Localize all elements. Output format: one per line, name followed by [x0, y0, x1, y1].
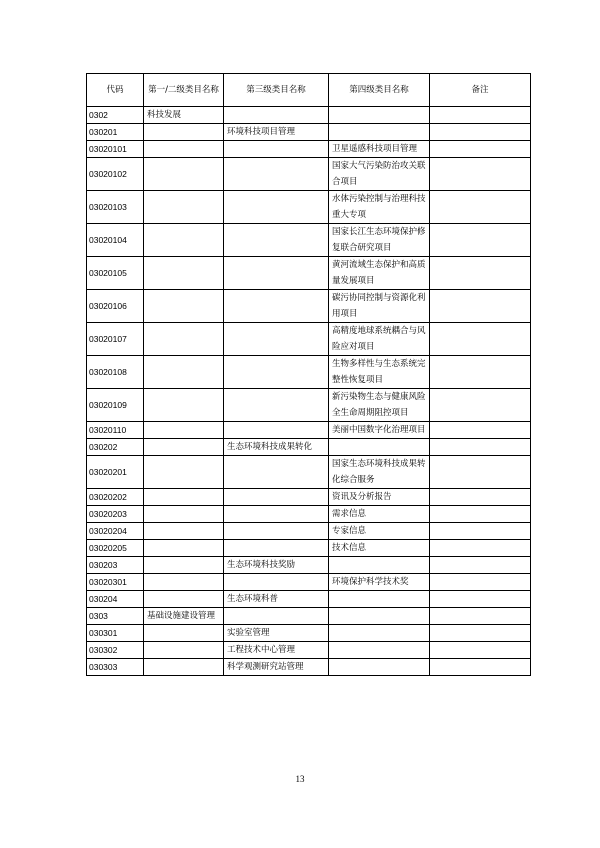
table-row: [87, 659, 531, 676]
cell-level-1-2-name: [144, 456, 224, 489]
cell-level-1-2-name: [144, 506, 224, 523]
table-row: [87, 389, 531, 422]
cell-level-1-2-name: [144, 489, 224, 506]
cell-level-3-name: 生态环境科普: [224, 591, 329, 608]
cell-remarks: [430, 323, 531, 356]
cell-level-1-2-name: [144, 257, 224, 290]
cell-level-1-2-name: [144, 642, 224, 659]
cell-level-3-name: [224, 356, 329, 389]
cell-level-4-name: 国家生态环境科技成果转化综合服务: [329, 456, 430, 489]
cell-remarks: [430, 224, 531, 257]
cell-code: 03020110: [87, 422, 144, 439]
cell-level-4-name: [329, 608, 430, 625]
cell-level-4-name: 技术信息: [329, 540, 430, 557]
cell-level-1-2-name: [144, 124, 224, 141]
cell-level-3-name: [224, 224, 329, 257]
cell-code: 030203: [87, 557, 144, 574]
cell-level-1-2-name: [144, 523, 224, 540]
table-row: [87, 506, 531, 523]
cell-code: 03020109: [87, 389, 144, 422]
cell-remarks: [430, 608, 531, 625]
catalog-body: [87, 107, 531, 676]
cell-level-1-2-name: [144, 141, 224, 158]
cell-level-3-name: [224, 523, 329, 540]
cell-level-4-name: [329, 591, 430, 608]
cell-level-3-name: 实验室管理: [224, 625, 329, 642]
cell-level-1-2-name: [144, 540, 224, 557]
cell-level-3-name: [224, 422, 329, 439]
cell-level-3-name: 生态环境科技奖励: [224, 557, 329, 574]
cell-code: 030301: [87, 625, 144, 642]
cell-level-3-name: 科学观测研究站管理: [224, 659, 329, 676]
cell-level-3-name: 生态环境科技成果转化: [224, 439, 329, 456]
cell-remarks: [430, 506, 531, 523]
cell-level-4-name: [329, 124, 430, 141]
table-row: [87, 124, 531, 141]
table-row: [87, 290, 531, 323]
header-level-4-name: 第四级类目名称: [329, 74, 430, 107]
cell-remarks: [430, 141, 531, 158]
cell-level-4-name: 需求信息: [329, 506, 430, 523]
cell-level-3-name: [224, 540, 329, 557]
cell-level-4-name: 资讯及分析报告: [329, 489, 430, 506]
table-row: [87, 489, 531, 506]
cell-level-1-2-name: [144, 659, 224, 676]
cell-level-1-2-name: [144, 574, 224, 591]
table-row: [87, 456, 531, 489]
cell-code: 0302: [87, 107, 144, 124]
cell-remarks: [430, 489, 531, 506]
cell-level-4-name: [329, 107, 430, 124]
cell-level-3-name: [224, 489, 329, 506]
table-row: [87, 323, 531, 356]
cell-code: 030302: [87, 642, 144, 659]
cell-level-1-2-name: [144, 191, 224, 224]
cell-remarks: [430, 659, 531, 676]
cell-code: 03020105: [87, 257, 144, 290]
cell-level-1-2-name: [144, 439, 224, 456]
cell-level-4-name: [329, 557, 430, 574]
cell-remarks: [430, 107, 531, 124]
cell-level-1-2-name: [144, 591, 224, 608]
header-level-3-name: 第三级类目名称: [224, 74, 329, 107]
table-row: [87, 625, 531, 642]
cell-remarks: [430, 557, 531, 574]
cell-code: 030303: [87, 659, 144, 676]
cell-level-1-2-name: [144, 422, 224, 439]
cell-level-4-name: 碳污协同控制与资源化利用项目: [329, 290, 430, 323]
cell-level-1-2-name: [144, 323, 224, 356]
cell-level-4-name: 专家信息: [329, 523, 430, 540]
cell-level-1-2-name: [144, 158, 224, 191]
cell-level-4-name: 国家大气污染防治攻关联合项目: [329, 158, 430, 191]
cell-code: 03020108: [87, 356, 144, 389]
cell-code: 03020104: [87, 224, 144, 257]
cell-level-4-name: 水体污染控制与治理科技重大专项: [329, 191, 430, 224]
cell-remarks: [430, 191, 531, 224]
cell-level-1-2-name: [144, 356, 224, 389]
cell-remarks: [430, 574, 531, 591]
cell-remarks: [430, 290, 531, 323]
cell-code: 03020205: [87, 540, 144, 557]
table-row: [87, 557, 531, 574]
cell-level-1-2-name: [144, 224, 224, 257]
cell-level-4-name: 新污染物生态与健康风险全生命周期阻控项目: [329, 389, 430, 422]
table-row: [87, 523, 531, 540]
cell-level-4-name: 生物多样性与生态系统完整性恢复项目: [329, 356, 430, 389]
table-row: [87, 642, 531, 659]
cell-code: 03020202: [87, 489, 144, 506]
header-row: [87, 74, 531, 107]
cell-remarks: [430, 591, 531, 608]
cell-level-4-name: [329, 659, 430, 676]
cell-remarks: [430, 439, 531, 456]
cell-level-1-2-name: [144, 290, 224, 323]
header-remarks: 备注: [430, 74, 531, 107]
table-row: [87, 439, 531, 456]
cell-code: 03020301: [87, 574, 144, 591]
cell-level-4-name: 卫星遥感科技项目管理: [329, 141, 430, 158]
cell-level-3-name: [224, 158, 329, 191]
cell-code: 03020201: [87, 456, 144, 489]
cell-level-1-2-name: [144, 389, 224, 422]
cell-level-3-name: 环境科技项目管理: [224, 124, 329, 141]
cell-level-3-name: [224, 574, 329, 591]
cell-level-1-2-name: [144, 557, 224, 574]
cell-level-4-name: [329, 625, 430, 642]
cell-level-4-name: 国家长江生态环境保护修复联合研究项目: [329, 224, 430, 257]
cell-level-3-name: [224, 456, 329, 489]
table-row: [87, 540, 531, 557]
table-row: [87, 224, 531, 257]
cell-level-4-name: 美丽中国数字化治理项目: [329, 422, 430, 439]
table-row: [87, 422, 531, 439]
table-row: [87, 591, 531, 608]
cell-code: 0303: [87, 608, 144, 625]
cell-level-3-name: [224, 323, 329, 356]
cell-remarks: [430, 124, 531, 141]
cell-remarks: [430, 642, 531, 659]
cell-level-3-name: [224, 141, 329, 158]
catalog-table: [86, 73, 531, 676]
cell-level-3-name: [224, 257, 329, 290]
cell-level-1-2-name: 科技发展: [144, 107, 224, 124]
cell-code: 03020101: [87, 141, 144, 158]
cell-code: 03020103: [87, 191, 144, 224]
cell-remarks: [430, 456, 531, 489]
header-level-1-2-name: 第一/二级类目名称: [144, 74, 224, 107]
cell-remarks: [430, 540, 531, 557]
table-row: [87, 141, 531, 158]
table-row: [87, 574, 531, 591]
header-code: 代码: [87, 74, 144, 107]
cell-level-3-name: [224, 608, 329, 625]
cell-remarks: [430, 422, 531, 439]
cell-code: 030201: [87, 124, 144, 141]
cell-level-3-name: [224, 506, 329, 523]
cell-remarks: [430, 257, 531, 290]
cell-level-3-name: [224, 107, 329, 124]
table-row: [87, 158, 531, 191]
cell-level-4-name: 环境保护科学技术奖: [329, 574, 430, 591]
table-row: [87, 608, 531, 625]
page-number: 13: [295, 774, 305, 784]
cell-code: 03020203: [87, 506, 144, 523]
cell-remarks: [430, 523, 531, 540]
cell-remarks: [430, 625, 531, 642]
cell-remarks: [430, 389, 531, 422]
cell-code: 03020107: [87, 323, 144, 356]
cell-remarks: [430, 158, 531, 191]
cell-code: 03020106: [87, 290, 144, 323]
cell-code: 03020204: [87, 523, 144, 540]
cell-code: 030202: [87, 439, 144, 456]
table-row: [87, 107, 531, 124]
table-row: [87, 191, 531, 224]
cell-code: 03020102: [87, 158, 144, 191]
cell-level-4-name: [329, 439, 430, 456]
cell-level-4-name: [329, 642, 430, 659]
cell-remarks: [430, 356, 531, 389]
cell-level-3-name: 工程技术中心管理: [224, 642, 329, 659]
cell-code: 030204: [87, 591, 144, 608]
cell-level-4-name: 黄河流域生态保护和高质量发展项目: [329, 257, 430, 290]
cell-level-3-name: [224, 389, 329, 422]
cell-level-4-name: 高精度地球系统耦合与风险应对项目: [329, 323, 430, 356]
cell-level-3-name: [224, 191, 329, 224]
cell-level-1-2-name: [144, 625, 224, 642]
table-row: [87, 356, 531, 389]
cell-level-3-name: [224, 290, 329, 323]
cell-level-1-2-name: 基础设施建设管理: [144, 608, 224, 625]
table-row: [87, 257, 531, 290]
